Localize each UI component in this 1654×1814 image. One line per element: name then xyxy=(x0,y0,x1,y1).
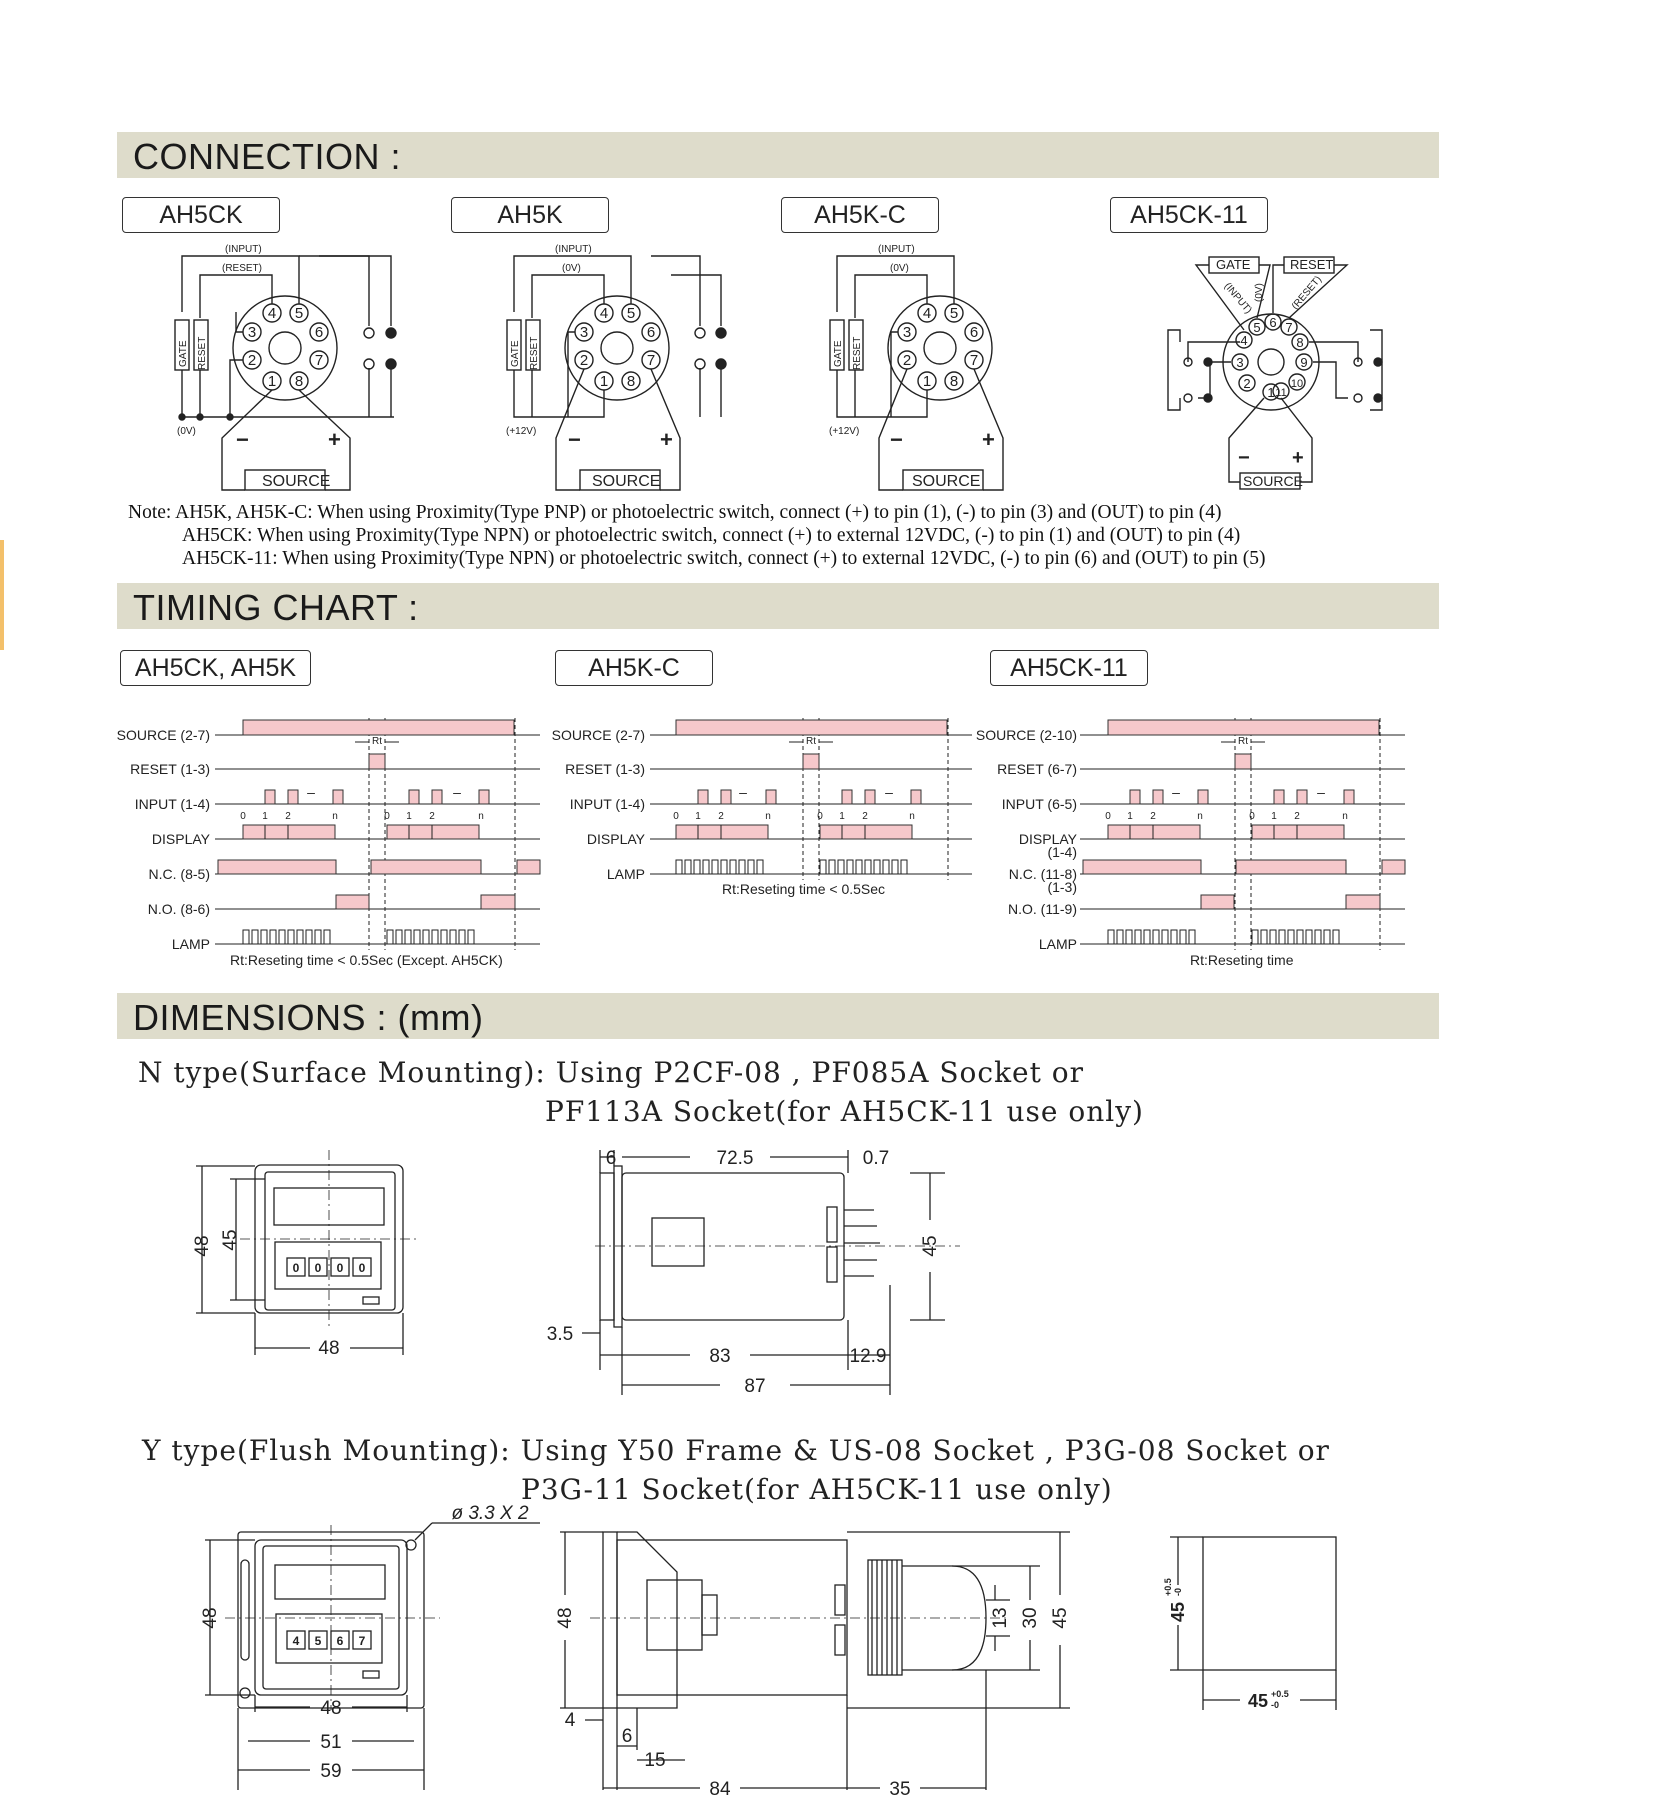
svg-text:7: 7 xyxy=(646,352,656,369)
svg-text:10: 10 xyxy=(1290,378,1304,390)
model-box-ah5ck: AH5CK xyxy=(122,197,280,233)
svg-text:n: n xyxy=(909,811,915,822)
svg-text:SOURCE: SOURCE xyxy=(592,473,661,490)
svg-text:3: 3 xyxy=(902,324,912,341)
svg-text:84: 84 xyxy=(709,1779,731,1800)
svg-text:13: 13 xyxy=(990,1607,1011,1629)
svg-text:0: 0 xyxy=(673,811,679,822)
svg-text:2: 2 xyxy=(1150,811,1156,822)
svg-text:5: 5 xyxy=(294,305,304,322)
svg-text:7: 7 xyxy=(358,1634,366,1648)
svg-text:35: 35 xyxy=(889,1779,911,1800)
y-type-side-view xyxy=(560,1532,1070,1790)
svg-text:59: 59 xyxy=(320,1761,342,1782)
svg-text:72.5: 72.5 xyxy=(716,1148,754,1169)
svg-text:3.5: 3.5 xyxy=(546,1324,574,1345)
timing-box-ah5ck-11: AH5CK-11 xyxy=(990,650,1148,686)
svg-text:45: 45 xyxy=(220,1229,241,1251)
n-type-side-view xyxy=(582,1150,960,1395)
model-box-ah5ck-11: AH5CK-11 xyxy=(1110,197,1268,233)
svg-text:(INPUT): (INPUT) xyxy=(878,244,915,255)
model-box-ah5k: AH5K xyxy=(451,197,609,233)
svg-text:6: 6 xyxy=(646,324,656,341)
svg-text:3: 3 xyxy=(247,324,257,341)
svg-text:1: 1 xyxy=(1267,385,1275,400)
svg-text:6: 6 xyxy=(314,324,324,341)
svg-text:0: 0 xyxy=(292,1261,300,1275)
label-reset: (RESET) xyxy=(222,263,262,274)
svg-text:2: 2 xyxy=(718,811,724,822)
svg-text:RESET (6-7): RESET (6-7) xyxy=(997,761,1077,777)
cutout-height: 45 xyxy=(1168,1601,1188,1622)
svg-text:n: n xyxy=(1342,811,1348,822)
svg-text:–: – xyxy=(453,784,461,800)
svg-text:5: 5 xyxy=(314,1634,322,1648)
svg-text:−: − xyxy=(568,427,581,452)
svg-text:51: 51 xyxy=(320,1732,342,1753)
svg-text:48: 48 xyxy=(320,1698,342,1719)
svg-text:+: + xyxy=(982,427,995,452)
svg-text:0: 0 xyxy=(1249,811,1255,822)
note-line-1: Note: AH5K, AH5K-C: When using Proximity(Type PNP) or photoelectric switch, connect (+) to pin (1), (-) to pin (3) and (OUT) to pin (4) xyxy=(128,502,1222,523)
svg-text:–: – xyxy=(1172,784,1180,800)
svg-text:0: 0 xyxy=(358,1261,366,1275)
svg-text:(0V): (0V) xyxy=(562,263,581,274)
n-type-line-2: PF113A Socket(for AH5CK-11 use only) xyxy=(545,1095,1144,1128)
svg-text:(1-3): (1-3) xyxy=(1047,879,1077,895)
timing-footnote-1: Rt:Reseting time < 0.5Sec (Except. AH5CK) xyxy=(230,952,503,968)
svg-text:5: 5 xyxy=(626,305,636,322)
svg-text:1: 1 xyxy=(695,811,701,822)
svg-text:+: + xyxy=(328,427,341,452)
svg-text:87: 87 xyxy=(744,1376,766,1397)
svg-text:48: 48 xyxy=(555,1607,576,1629)
svg-text:6: 6 xyxy=(336,1634,344,1648)
svg-text:RESET (1-3): RESET (1-3) xyxy=(565,761,645,777)
svg-text:1: 1 xyxy=(267,373,277,390)
svg-text:1: 1 xyxy=(1127,811,1133,822)
svg-text:–: – xyxy=(885,784,893,800)
svg-text:7: 7 xyxy=(1285,320,1293,335)
svg-text:DISPLAY: DISPLAY xyxy=(586,831,645,847)
svg-text:4: 4 xyxy=(564,1710,576,1731)
timing-footnote-2: Rt:Reseting time < 0.5Sec xyxy=(722,881,886,897)
svg-text:Rt: Rt xyxy=(806,736,816,747)
svg-text:-0: -0 xyxy=(1271,1700,1280,1710)
y-type-line-2: P3G-11 Socket(for AH5CK-11 use only) xyxy=(521,1473,1113,1506)
svg-text:Rt: Rt xyxy=(372,736,382,747)
svg-text:2: 2 xyxy=(1243,376,1251,391)
label-reset-vert: RESET xyxy=(197,336,208,370)
svg-text:0: 0 xyxy=(336,1261,344,1275)
model-box-ah5k-c: AH5K-C xyxy=(781,197,939,233)
svg-text:−: − xyxy=(236,427,249,452)
svg-text:1: 1 xyxy=(839,811,845,822)
svg-text:SOURCE: SOURCE xyxy=(912,473,981,490)
svg-text:15: 15 xyxy=(644,1750,666,1771)
svg-text:ø 3.3 X 2: ø 3.3 X 2 xyxy=(451,1503,529,1524)
label-gate: GATE xyxy=(178,340,189,367)
svg-text:n: n xyxy=(1197,811,1203,822)
svg-text:−: − xyxy=(1238,447,1250,469)
svg-text:DISPLAY: DISPLAY xyxy=(151,831,210,847)
svg-text:1: 1 xyxy=(1271,811,1277,822)
svg-text:8: 8 xyxy=(294,373,304,390)
svg-text:2: 2 xyxy=(429,811,435,822)
svg-text:INPUT (6-5): INPUT (6-5) xyxy=(1001,796,1077,812)
svg-text:9: 9 xyxy=(1300,355,1308,370)
svg-text:(INPUT): (INPUT) xyxy=(555,244,592,255)
svg-text:+0.5: +0.5 xyxy=(1271,1689,1289,1699)
svg-text:–: – xyxy=(739,784,747,800)
svg-text:6: 6 xyxy=(605,1148,617,1169)
svg-text:N.C. (8-5): N.C. (8-5) xyxy=(148,866,210,882)
svg-text:(1-4): (1-4) xyxy=(1047,844,1077,860)
svg-text:RESET: RESET xyxy=(1290,257,1334,272)
note-line-2: AH5CK: When using Proximity(Type NPN) or photoelectric switch, connect (+) to external 12VDC, (-) to pin (1) and (OUT) to pin (4) xyxy=(182,525,1241,546)
svg-text:Rt: Rt xyxy=(1238,736,1248,747)
svg-text:n: n xyxy=(478,811,484,822)
svg-text:6: 6 xyxy=(969,324,979,341)
svg-text:6: 6 xyxy=(1269,315,1277,330)
svg-text:2: 2 xyxy=(285,811,291,822)
svg-text:INPUT (1-4): INPUT (1-4) xyxy=(569,796,645,812)
svg-text:2: 2 xyxy=(247,352,257,369)
svg-text:GATE: GATE xyxy=(510,340,521,367)
svg-text:2: 2 xyxy=(1294,811,1300,822)
svg-text:1: 1 xyxy=(922,373,932,390)
svg-text:LAMP: LAMP xyxy=(606,866,645,882)
svg-text:RESET: RESET xyxy=(852,336,863,370)
svg-text:LAMP: LAMP xyxy=(171,936,210,952)
label-source: SOURCE xyxy=(262,473,331,490)
svg-text:(0V): (0V) xyxy=(890,263,909,274)
svg-text:GATE: GATE xyxy=(833,340,844,367)
svg-text:45: 45 xyxy=(1050,1607,1071,1629)
svg-text:-0: -0 xyxy=(1173,1587,1183,1596)
svg-text:8: 8 xyxy=(1296,335,1304,350)
svg-text:SOURCE: SOURCE xyxy=(1243,473,1303,489)
svg-text:INPUT (1-4): INPUT (1-4) xyxy=(134,796,210,812)
svg-text:−: − xyxy=(890,427,903,452)
svg-text:1: 1 xyxy=(406,811,412,822)
svg-text:+: + xyxy=(660,427,673,452)
svg-text:N.O. (11-9): N.O. (11-9) xyxy=(1008,901,1077,917)
svg-text:48: 48 xyxy=(318,1338,340,1359)
cutout-width: 45 xyxy=(1248,1691,1269,1711)
label-input: (INPUT) xyxy=(225,244,262,255)
svg-text:GATE: GATE xyxy=(1216,257,1251,272)
svg-text:4: 4 xyxy=(599,305,609,322)
svg-text:(+12V): (+12V) xyxy=(829,426,860,437)
timing-box-ah5k-c: AH5K-C xyxy=(555,650,713,686)
svg-text:4: 4 xyxy=(922,305,932,322)
y-type-front-view xyxy=(205,1523,540,1790)
svg-text:0: 0 xyxy=(314,1261,322,1275)
svg-text:5: 5 xyxy=(1253,320,1261,335)
svg-text:2: 2 xyxy=(862,811,868,822)
svg-text:7: 7 xyxy=(314,352,324,369)
svg-text:48: 48 xyxy=(200,1607,221,1629)
n-type-front-view xyxy=(196,1150,420,1355)
connection-title: CONNECTION : xyxy=(133,136,402,177)
timing-box-ah5ck-ah5k: AH5CK, AH5K xyxy=(120,650,311,686)
svg-text:4: 4 xyxy=(1240,333,1248,348)
svg-text:1: 1 xyxy=(599,373,609,390)
svg-text:–: – xyxy=(1317,784,1325,800)
svg-text:45: 45 xyxy=(920,1235,941,1257)
svg-text:LAMP: LAMP xyxy=(1038,936,1077,952)
svg-text:(INPUT): (INPUT) xyxy=(1221,280,1254,317)
dimensions-title: DIMENSIONS : (mm) xyxy=(133,997,484,1038)
svg-text:N.C. (11-8): N.C. (11-8) xyxy=(1008,866,1077,882)
y-type-line-1: Y type(Flush Mounting): Using Y50 Frame & US-08 Socket , P3G-08 Socket or xyxy=(142,1434,1330,1467)
svg-text:8: 8 xyxy=(949,373,959,390)
svg-text:3: 3 xyxy=(579,324,589,341)
svg-text:2: 2 xyxy=(579,352,589,369)
svg-text:(0V): (0V) xyxy=(1254,283,1265,302)
svg-text:48: 48 xyxy=(192,1235,213,1257)
svg-text:0: 0 xyxy=(1105,811,1111,822)
svg-text:4: 4 xyxy=(292,1634,300,1648)
svg-text:SOURCE (2-7): SOURCE (2-7) xyxy=(116,727,210,743)
svg-text:+: + xyxy=(1292,447,1304,469)
svg-text:0.7: 0.7 xyxy=(862,1148,890,1169)
svg-text:12.9: 12.9 xyxy=(849,1346,887,1367)
svg-text:6: 6 xyxy=(621,1726,633,1747)
svg-text:7: 7 xyxy=(969,352,979,369)
svg-text:(+12V): (+12V) xyxy=(506,426,537,437)
svg-text:1: 1 xyxy=(262,811,268,822)
timing-footnote-3: Rt:Reseting time xyxy=(1190,952,1294,968)
svg-text:(RESET): (RESET) xyxy=(1289,274,1325,312)
svg-text:0: 0 xyxy=(240,811,246,822)
svg-text:RESET: RESET xyxy=(529,336,540,370)
svg-text:SOURCE (2-10): SOURCE (2-10) xyxy=(975,727,1077,743)
svg-text:30: 30 xyxy=(1020,1607,1041,1629)
svg-text:N.O. (8-6): N.O. (8-6) xyxy=(147,901,210,917)
timing-title: TIMING CHART : xyxy=(133,587,419,628)
svg-text:5: 5 xyxy=(949,305,959,322)
svg-text:83: 83 xyxy=(709,1346,731,1367)
svg-text:n: n xyxy=(332,811,338,822)
svg-text:0: 0 xyxy=(817,811,823,822)
svg-text:DISPLAY: DISPLAY xyxy=(1018,831,1077,847)
n-type-line-1: N type(Surface Mounting): Using P2CF-08 , PF085A Socket or xyxy=(138,1056,1085,1089)
svg-text:+0.5: +0.5 xyxy=(1163,1578,1173,1596)
label-0v: (0V) xyxy=(177,426,196,437)
svg-text:n: n xyxy=(765,811,771,822)
svg-text:–: – xyxy=(307,784,315,800)
svg-text:2: 2 xyxy=(902,352,912,369)
svg-text:3: 3 xyxy=(1236,355,1244,370)
panel-cutout xyxy=(1170,1537,1336,1710)
svg-text:11: 11 xyxy=(1275,387,1287,399)
svg-text:4: 4 xyxy=(267,305,277,322)
svg-text:8: 8 xyxy=(626,373,636,390)
note-line-3: AH5CK-11: When using Proximity(Type NPN) or photoelectric switch, connect (+) to external 12VDC, (-) to pin (6) and (OUT) to pin (5) xyxy=(182,548,1266,569)
svg-text:SOURCE (2-7): SOURCE (2-7) xyxy=(551,727,645,743)
svg-text:RESET (1-3): RESET (1-3) xyxy=(130,761,210,777)
svg-text:0: 0 xyxy=(384,811,390,822)
